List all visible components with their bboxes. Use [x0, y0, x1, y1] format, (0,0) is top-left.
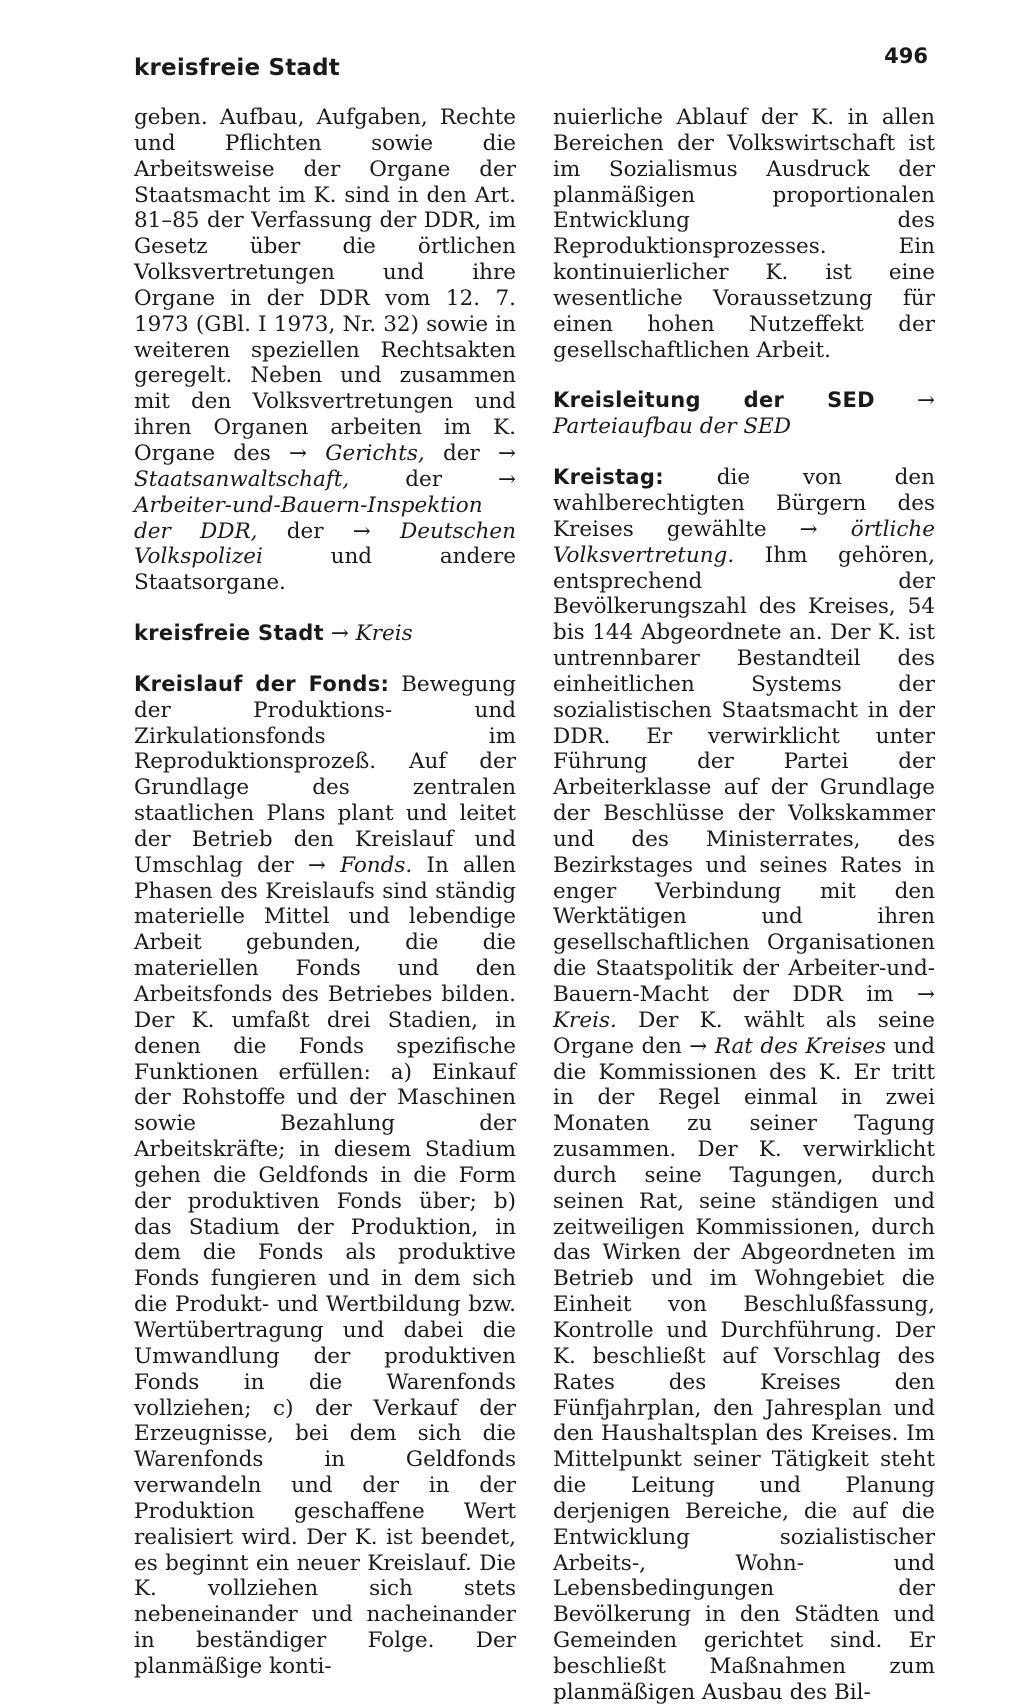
- entry-term: kreisfreie Stadt: [134, 621, 324, 646]
- entry-kreislauf-der-fonds: [134, 672, 516, 1680]
- text-run: geben. Aufbau, Aufgaben, Rechte und Pflichten sowie die Arbeitsweise der Organe der Staatsmacht im K. sind in den Art. 81–85 der Verfassung der DDR, im Gesetz über die örtlichen Volksvertretungen und ihre Organe in der DDR vom 12. 7. 1973 (GBl. I 1973, Nr. 32) sowie in weiteren speziellen Rechtsakten geregelt. Neben und zusammen mit den Volksvertretungen und ihren Organen arbeiten im K. Organe des: [134, 105, 516, 466]
- entry-term: Kreisleitung der SED: [553, 388, 875, 413]
- arrow-icon: →: [799, 516, 818, 542]
- text-run: Bewegung der Produktions- und Zirkulationsfonds im Reproduktionsprozeß. Auf der Grundlage des zentralen staatlichen Plans plant und leitet der Betrieb den Kreislauf und Umschlag der: [134, 671, 516, 878]
- text-run: und andere Staatsorgane.: [134, 544, 516, 596]
- cross-reference[interactable]: örtliche Volksvertretung.: [553, 516, 935, 568]
- continuation-paragraph: [553, 105, 935, 363]
- arrow-icon: →: [330, 621, 349, 647]
- cross-reference[interactable]: Deutschen Volkspolizei: [134, 518, 516, 570]
- arrow-icon: →: [352, 518, 371, 544]
- cross-reference[interactable]: Rat des Kreises: [714, 1033, 887, 1059]
- entry-term: Kreistag:: [553, 465, 664, 490]
- text-run: der: [286, 518, 324, 544]
- text-run: In allen Phasen des Kreislaufs sind ständig materielle Mittel und lebendige Arbeit gebunden, die die materiellen Fonds und den Arbeitsfonds des Betriebes bilden. Der K. umfaßt drei Stadien, in denen die Fonds spezifische Funktionen erfüllen: a) Einkauf der Rohstoffe und der Maschinen sowie Bezahlung der Arbeitskräfte; in diesem Stadium gehen die Geldfonds in die Form der produktiven Fonds über; b) das Stadium der Produktion, in dem die Fonds als produktive Fonds fungieren und in dem sich die Produkt- und Wertbildung bzw. Wertübertragung und dabei die Umwandlung der produktiven Fonds in die Warenfonds vollziehen; c) der Verkauf der Erzeugnisse, bei dem sich die Warenfonds in Geldfonds verwandeln und der in der Produktion geschaffene Wert realisiert wird. Der K. ist beendet, es beginnt ein neuer Kreislauf. Die K. vollziehen sich stets nebeneinander und nacheinander in beständiger Folge. Der planmäßige konti-: [134, 852, 516, 1679]
- cross-reference[interactable]: Arbeiter-und-Bauern-Inspektion der DDR,: [134, 492, 483, 544]
- right-column: [553, 105, 935, 1706]
- cross-reference[interactable]: Kreis: [355, 621, 413, 647]
- entry-term: Kreislauf der Fonds:: [134, 671, 390, 696]
- cross-reference[interactable]: Parteiaufbau der SED: [553, 414, 791, 440]
- entry-kreisfreie-stadt: [134, 621, 516, 647]
- arrow-icon: →: [307, 852, 326, 878]
- arrow-icon: →: [497, 440, 516, 466]
- cross-reference[interactable]: Staatsanwaltschaft,: [134, 466, 350, 492]
- text-run: der: [405, 466, 442, 492]
- arrow-icon: →: [916, 982, 935, 1007]
- entry-kreisleitung-der-sed: [553, 388, 935, 440]
- running-head: kreisfreie Stadt: [134, 55, 340, 81]
- text-run: die von den wahlberechtigten Bürgern des Kreises gewählte: [553, 465, 935, 542]
- cross-reference[interactable]: Fonds.: [340, 852, 413, 878]
- arrow-icon: →: [689, 1033, 708, 1059]
- arrow-icon: →: [916, 388, 935, 414]
- text-run: nuierliche Ablauf der K. in allen Bereichen der Volkswirtschaft ist im Sozialismus Ausdruck der planmäßigen proportionalen Entwicklung des Reproduktionsprozesses. Ein kontinuierlicher K. ist eine wesentliche Voraussetzung für einen hohen Nutzeffekt der gesellschaftlichen Arbeit.: [553, 105, 935, 363]
- left-column: [134, 105, 516, 1680]
- cross-reference[interactable]: Gerichts,: [325, 440, 425, 466]
- entry-kreistag: [553, 465, 935, 1706]
- continuation-paragraph: [134, 105, 516, 596]
- cross-reference[interactable]: Kreis.: [553, 1007, 617, 1033]
- page-number: 496: [884, 44, 928, 68]
- arrow-icon: →: [289, 440, 308, 466]
- text-run: Ihm gehören, entsprechend der Bevölkerungszahl des Kreises, 54 bis 144 Abgeordnete an. Der K. ist untrennbarer Bestandteil des einheitlichen Systems der sozialistischen Staatsmacht in der DDR. Er verwirklicht unter Führung der Partei der Arbeiterklasse auf der Grundlage der Beschlüsse der Volkskammer und des Ministerrates, des Bezirkstages und seines Rates in enger Verbindung mit den Werktätigen und ihren gesellschaftlichen Organisationen die Staatspolitik der Arbeiter-und-Bauern-Macht der DDR im: [553, 542, 935, 1007]
- text-run: Der K. wählt als seine Organe den: [553, 1007, 935, 1059]
- text-run: der: [442, 440, 480, 466]
- text-run: und die Kommissionen des K. Er tritt in der Regel einmal in zwei Monaten zu seiner Tagung zusammen. Der K. verwirklicht durch seine Tagungen, durch seinen Rat, seine ständigen und zeitweiligen Kommissionen, durch das Wirken der Abgeordneten im Betrieb und im Wohngebiet die Einheit von Beschlußfassung, Kontrolle und Durchführung. Der K. beschließt auf Vorschlag des Rates des Kreises den Fünfjahrplan, den Jahresplan und den Haushaltsplan des Kreises. Im Mittelpunkt seiner Tätigkeit steht die Leitung und Planung derjenigen Bereiche, die auf die Entwicklung sozialistischer Arbeits-, Wohn- und Lebensbedingungen der Bevölkerung in den Städten und Gemeinden gerichtet sind. Er beschließt Maßnahmen zum planmäßigen Ausbau des Bil-: [553, 1033, 935, 1705]
- arrow-icon: →: [497, 466, 516, 492]
